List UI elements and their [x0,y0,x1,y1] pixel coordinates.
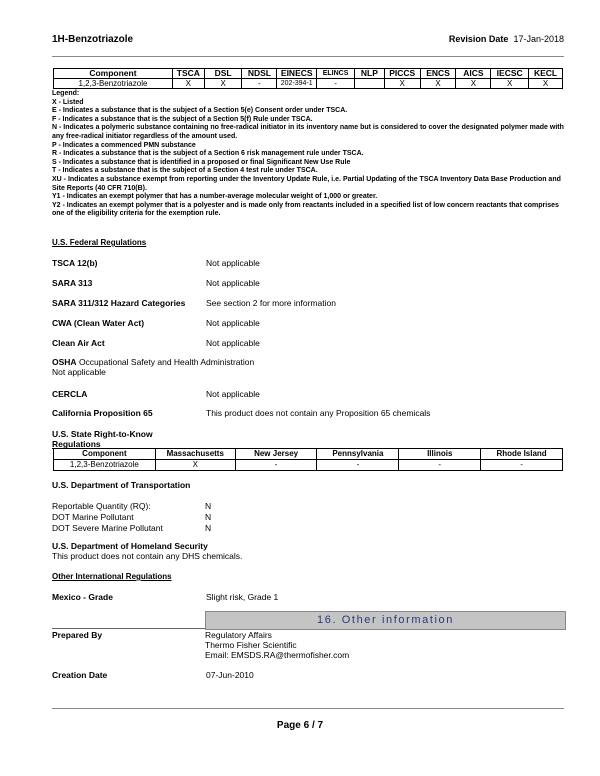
homeland-security-block [52,541,242,561]
mexico-grade-value: Slight risk, Grade 1 [206,592,279,602]
legend-line: X - Listed [52,98,84,106]
dot-marine-value: N [205,512,212,522]
legend-line: Y1 - Indicates an exempt polymer that has a number-average molecular weight of 1,000 or greater. [52,193,378,201]
sara311-value: See section 2 for more information [206,298,336,308]
inventory-col-header: NDSL [242,69,277,79]
inventory-col-header: TSCA [172,69,204,79]
table-row [54,460,563,471]
dot-rq-value: N [205,501,212,511]
sara311-label: SARA 311/312 Hazard Categories [52,298,186,308]
state-col-header: Component [54,449,156,460]
table-cell: - [481,460,563,471]
inventory-table [53,68,563,89]
table-row [54,79,563,89]
mexico-grade-label: Mexico - Grade [52,592,113,602]
state-col-header: Rhode Island [481,449,563,460]
inventory-col-header: ELINCS [317,69,355,79]
legend-line: N - Indicates a polymeric substance containing no free-radical initiator in its inventory name but is considered to cover the designated polymer made with any free-radical initiator regardless of the amount used. [52,124,564,140]
prop65-value: This product does not contain any Proposition 65 chemicals [206,408,431,418]
header-divider [52,56,564,57]
state-rtk-heading [52,429,153,449]
legend-line: F - Indicates a substance that is the subject of a Section 5(f) Rule under TSCA. [52,115,313,123]
cwa-label: CWA (Clean Water Act) [52,318,145,328]
state-regulations-table [53,448,563,471]
sara313-value: Not applicable [206,278,260,288]
section16-title: 16. Other information [205,611,566,630]
table-cell: X [172,79,204,89]
prop65-label: California Proposition 65 [52,408,153,418]
page-number: Page 6 / 7 [276,720,324,731]
table-cell: 1,2,3-Benzotriazole [54,79,173,89]
homeland-security-heading: U.S. Department of Homeland Security [52,541,208,551]
table-cell: 1,2,3-Benzotriazole [54,460,156,471]
table-cell: 202-394-1 [277,79,317,89]
table-cell: X [204,79,242,89]
inventory-col-header: EINECS [277,69,317,79]
table-cell [354,79,384,89]
osha-label: OSHA [52,357,77,367]
inventory-col-header: KECL [529,69,563,79]
dot-labels [52,501,163,534]
legend-line: R - Indicates a substance that is the subject of a Section 6 risk management rule under TSCA. [52,150,364,158]
inventory-header-row [54,69,563,79]
state-col-header: Pennsylvania [317,449,399,460]
revision-date-value: 17-Jan-2018 [513,34,564,44]
inventory-col-header: Component [54,69,173,79]
state-header-row [54,449,563,460]
inventory-col-header: PICCS [384,69,420,79]
osha-block [52,357,254,377]
cercla-value: Not applicable [206,389,260,399]
table-cell: - [242,79,277,89]
dot-severe-marine-label: DOT Severe Marine Pollutant [52,523,163,533]
inventory-col-header: NLP [354,69,384,79]
legend-line: T - Indicates a substance that is the subject of a Section 4 test rule under TSCA. [52,167,318,175]
osha-heading-line [52,357,254,367]
cwa-value: Not applicable [206,318,260,328]
international-regulations-heading: Other International Regulations [52,572,172,581]
federal-regulations-heading: U.S. Federal Regulations [52,238,147,247]
creation-date-value: 07-Jun-2010 [206,670,254,680]
legend-line: E - Indicates a substance that is the subject of a Section 5(e) Consent order under TSCA. [52,107,348,115]
cercla-label: CERCLA [52,389,88,399]
table-cell: - [317,79,355,89]
table-cell: X [491,79,529,89]
legend-block [52,90,567,219]
legend-line: XU - Indicates a substance exempt from reporting under the Inventory Update Rule, i.e. Partial Updating of the TSCA Inventory Data Base Production and Site Reports (40 CFR 710(B). [52,175,561,192]
creation-date-label: Creation Date [52,670,108,680]
state-col-header: Massachusetts [155,449,235,460]
footer-divider [52,708,564,709]
tsca-value: Not applicable [206,258,260,268]
state-rtk-heading-line1: U.S. State Right-to-Know [52,429,153,439]
legend-title: Legend: [52,90,80,97]
sara313-label: SARA 313 [52,278,93,288]
dot-values [205,501,211,534]
inventory-col-header: IECSC [491,69,529,79]
table-cell: X [456,79,491,89]
document-product-title: 1H-Benzotriazole [52,34,134,45]
osha-value: Not applicable [52,367,106,377]
state-rtk-heading-line2: Regulations [52,439,101,449]
state-col-header: New Jersey [235,449,317,460]
dot-heading: U.S. Department of Transportation [52,480,191,490]
prepared-by-email: Email: EMSDS.RA@thermofisher.com [205,650,350,660]
state-col-header: Illinois [399,449,481,460]
legend-line: P - Indicates a commenced PMN substance [52,141,196,149]
osha-description: Occupational Safety and Health Administration [78,357,255,367]
legend-line: S - Indicates a substance that is identified in a proposed or final Significant New Use Rule [52,158,351,166]
dot-severe-marine-value: N [205,523,212,533]
table-cell: X [420,79,456,89]
table-cell: X [384,79,420,89]
prepared-by-label: Prepared By [52,630,103,640]
tsca-label: TSCA 12(b) [52,258,98,268]
revision-date-label: Revision Date [448,34,509,44]
table-cell: - [235,460,317,471]
dot-marine-label: DOT Marine Pollutant [52,512,134,522]
legend-line: Y2 - Indicates an exempt polymer that is a polyester and is made only from reactants included in a specified list of low concern reactants that comprises one of the eligibility criteria for the exemption rule. [52,201,559,218]
homeland-security-text: This product does not contain any DHS chemicals. [52,551,243,561]
prepared-by-line: Thermo Fisher Scientific [205,640,297,650]
table-cell: - [399,460,481,471]
dot-rq-label: Reportable Quantity (RQ): [52,501,151,511]
table-cell: X [155,460,235,471]
revision-date-block [449,34,564,44]
clean-air-act-label: Clean Air Act [52,338,105,348]
table-cell: - [317,460,399,471]
prepared-by-line: Regulatory Affairs [205,630,272,640]
inventory-col-header: AICS [456,69,491,79]
inventory-col-header: ENCS [420,69,456,79]
prepared-by-value [205,630,349,660]
table-cell: X [529,79,563,89]
clean-air-act-value: Not applicable [206,338,260,348]
inventory-col-header: DSL [204,69,242,79]
